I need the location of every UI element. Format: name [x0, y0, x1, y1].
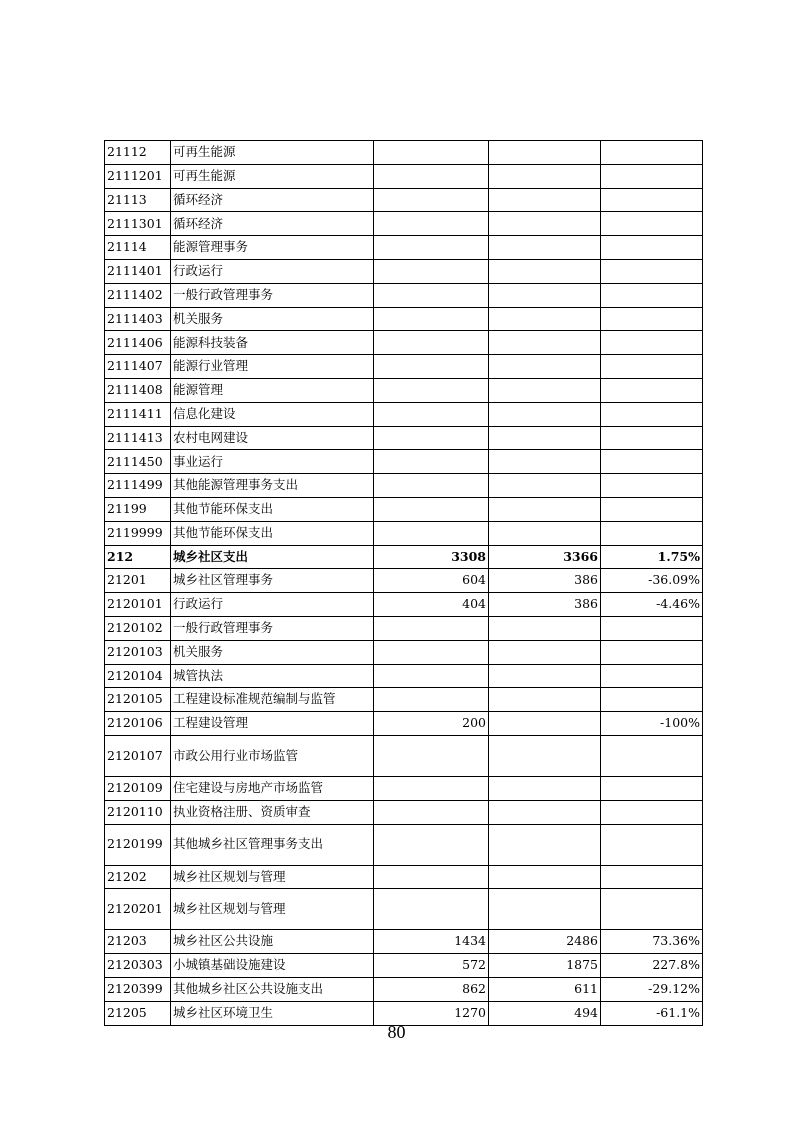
- name-cell: 行政运行: [171, 259, 374, 283]
- value-cell-1: [374, 824, 489, 865]
- change-cell: 73.36%: [601, 930, 703, 954]
- value-cell-2: 386: [489, 569, 601, 593]
- table-row: [105, 474, 703, 498]
- code-cell: 2111403: [105, 307, 171, 331]
- change-cell: [601, 141, 703, 165]
- value-cell-1: [374, 889, 489, 930]
- change-cell: [601, 616, 703, 640]
- page-number: 80: [387, 1022, 406, 1042]
- name-cell: 其他城乡社区管理事务支出: [171, 824, 374, 865]
- name-cell: 一般行政管理事务: [171, 616, 374, 640]
- value-cell-1: [374, 865, 489, 889]
- value-cell-1: [374, 735, 489, 776]
- value-cell-1: [374, 259, 489, 283]
- name-cell: 农村电网建设: [171, 426, 374, 450]
- name-cell: 城乡社区公共设施: [171, 930, 374, 954]
- table-row: [105, 865, 703, 889]
- value-cell-2: [489, 712, 601, 736]
- table-row: [105, 545, 703, 569]
- change-cell: [601, 378, 703, 402]
- value-cell-1: [374, 188, 489, 212]
- code-cell: 2120105: [105, 688, 171, 712]
- value-cell-1: [374, 355, 489, 379]
- change-cell: [601, 212, 703, 236]
- table-row: [105, 776, 703, 800]
- value-cell-2: [489, 402, 601, 426]
- code-cell: 2119999: [105, 521, 171, 545]
- table-row: [105, 569, 703, 593]
- code-cell: 21201: [105, 569, 171, 593]
- code-cell: 2120110: [105, 800, 171, 824]
- name-cell: 城乡社区管理事务: [171, 569, 374, 593]
- change-cell: [601, 776, 703, 800]
- change-cell: [601, 521, 703, 545]
- name-cell: 能源行业管理: [171, 355, 374, 379]
- code-cell: 2111401: [105, 259, 171, 283]
- value-cell-1: 404: [374, 593, 489, 617]
- value-cell-2: [489, 331, 601, 355]
- table-row: [105, 236, 703, 260]
- value-cell-2: [489, 688, 601, 712]
- value-cell-2: [489, 355, 601, 379]
- code-cell: 2111408: [105, 378, 171, 402]
- change-cell: [601, 426, 703, 450]
- code-cell: 21199: [105, 497, 171, 521]
- value-cell-1: [374, 474, 489, 498]
- change-cell: [601, 664, 703, 688]
- value-cell-1: 1270: [374, 1001, 489, 1025]
- value-cell-2: [489, 141, 601, 165]
- table-row: [105, 712, 703, 736]
- code-cell: 2120103: [105, 640, 171, 664]
- change-cell: -100%: [601, 712, 703, 736]
- change-cell: [601, 474, 703, 498]
- value-cell-2: [489, 474, 601, 498]
- code-cell: 21112: [105, 141, 171, 165]
- change-cell: [601, 307, 703, 331]
- value-cell-2: [489, 735, 601, 776]
- change-cell: 1.75%: [601, 545, 703, 569]
- code-cell: 21203: [105, 930, 171, 954]
- change-cell: -29.12%: [601, 977, 703, 1001]
- change-cell: [601, 188, 703, 212]
- value-cell-1: [374, 283, 489, 307]
- table-row: [105, 800, 703, 824]
- value-cell-2: [489, 259, 601, 283]
- code-cell: 2120106: [105, 712, 171, 736]
- change-cell: 227.8%: [601, 954, 703, 978]
- name-cell: 信息化建设: [171, 402, 374, 426]
- table-row: [105, 521, 703, 545]
- value-cell-2: [489, 664, 601, 688]
- change-cell: [601, 865, 703, 889]
- code-cell: 212: [105, 545, 171, 569]
- value-cell-1: [374, 141, 489, 165]
- value-cell-2: [489, 800, 601, 824]
- value-cell-2: 494: [489, 1001, 601, 1025]
- name-cell: 执业资格注册、资质审查: [171, 800, 374, 824]
- name-cell: 可再生能源: [171, 164, 374, 188]
- table-row: [105, 593, 703, 617]
- change-cell: [601, 735, 703, 776]
- value-cell-2: [489, 188, 601, 212]
- name-cell: 其他节能环保支出: [171, 497, 374, 521]
- value-cell-1: [374, 426, 489, 450]
- value-cell-1: 1434: [374, 930, 489, 954]
- name-cell: 能源科技装备: [171, 331, 374, 355]
- name-cell: 其他能源管理事务支出: [171, 474, 374, 498]
- name-cell: 城乡社区规划与管理: [171, 889, 374, 930]
- value-cell-1: [374, 307, 489, 331]
- code-cell: 2111450: [105, 450, 171, 474]
- name-cell: 循环经济: [171, 212, 374, 236]
- change-cell: [601, 355, 703, 379]
- value-cell-1: [374, 164, 489, 188]
- table-row: [105, 954, 703, 978]
- name-cell: 工程建设标准规范编制与监管: [171, 688, 374, 712]
- value-cell-1: 3308: [374, 545, 489, 569]
- value-cell-2: [489, 497, 601, 521]
- table-row: [105, 616, 703, 640]
- value-cell-1: [374, 640, 489, 664]
- value-cell-1: [374, 402, 489, 426]
- code-cell: 21202: [105, 865, 171, 889]
- name-cell: 城乡社区环境卫生: [171, 1001, 374, 1025]
- value-cell-1: [374, 450, 489, 474]
- value-cell-1: [374, 800, 489, 824]
- table-row: [105, 688, 703, 712]
- table-row: [105, 735, 703, 776]
- change-cell: [601, 497, 703, 521]
- value-cell-2: [489, 307, 601, 331]
- name-cell: 其他城乡社区公共设施支出: [171, 977, 374, 1001]
- value-cell-2: [489, 212, 601, 236]
- name-cell: 市政公用行业市场监管: [171, 735, 374, 776]
- table-row: [105, 497, 703, 521]
- code-cell: 2120201: [105, 889, 171, 930]
- change-cell: -4.46%: [601, 593, 703, 617]
- value-cell-2: [489, 616, 601, 640]
- code-cell: 2111411: [105, 402, 171, 426]
- value-cell-2: [489, 521, 601, 545]
- change-cell: -61.1%: [601, 1001, 703, 1025]
- table-row: [105, 164, 703, 188]
- code-cell: 2120107: [105, 735, 171, 776]
- name-cell: 城乡社区规划与管理: [171, 865, 374, 889]
- value-cell-1: [374, 236, 489, 260]
- name-cell: 城乡社区支出: [171, 545, 374, 569]
- name-cell: 其他节能环保支出: [171, 521, 374, 545]
- table-row: [105, 640, 703, 664]
- table-row: [105, 824, 703, 865]
- value-cell-2: 2486: [489, 930, 601, 954]
- code-cell: 21114: [105, 236, 171, 260]
- table-row: [105, 259, 703, 283]
- value-cell-2: 386: [489, 593, 601, 617]
- value-cell-1: 200: [374, 712, 489, 736]
- code-cell: 2120101: [105, 593, 171, 617]
- table-row: [105, 212, 703, 236]
- change-cell: [601, 164, 703, 188]
- value-cell-2: [489, 164, 601, 188]
- name-cell: 行政运行: [171, 593, 374, 617]
- value-cell-1: [374, 688, 489, 712]
- value-cell-2: 611: [489, 977, 601, 1001]
- name-cell: 工程建设管理: [171, 712, 374, 736]
- name-cell: 事业运行: [171, 450, 374, 474]
- value-cell-2: 3366: [489, 545, 601, 569]
- code-cell: 21205: [105, 1001, 171, 1025]
- value-cell-1: [374, 521, 489, 545]
- change-cell: [601, 331, 703, 355]
- value-cell-1: [374, 776, 489, 800]
- code-cell: 2111499: [105, 474, 171, 498]
- name-cell: 一般行政管理事务: [171, 283, 374, 307]
- code-cell: 2111201: [105, 164, 171, 188]
- value-cell-1: [374, 212, 489, 236]
- value-cell-2: [489, 865, 601, 889]
- code-cell: 2111406: [105, 331, 171, 355]
- value-cell-2: [489, 378, 601, 402]
- change-cell: [601, 889, 703, 930]
- value-cell-1: [374, 497, 489, 521]
- code-cell: 2120102: [105, 616, 171, 640]
- value-cell-1: 572: [374, 954, 489, 978]
- value-cell-2: [489, 640, 601, 664]
- change-cell: [601, 824, 703, 865]
- value-cell-2: [489, 426, 601, 450]
- name-cell: 可再生能源: [171, 141, 374, 165]
- name-cell: 城管执法: [171, 664, 374, 688]
- name-cell: 循环经济: [171, 188, 374, 212]
- change-cell: [601, 259, 703, 283]
- value-cell-1: 862: [374, 977, 489, 1001]
- code-cell: 2111407: [105, 355, 171, 379]
- value-cell-1: [374, 664, 489, 688]
- code-cell: 2120303: [105, 954, 171, 978]
- value-cell-1: [374, 378, 489, 402]
- table-row: [105, 307, 703, 331]
- change-cell: [601, 640, 703, 664]
- table-row: [105, 426, 703, 450]
- table-row: [105, 889, 703, 930]
- code-cell: 21113: [105, 188, 171, 212]
- table-row: [105, 450, 703, 474]
- change-cell: [601, 283, 703, 307]
- name-cell: 机关服务: [171, 640, 374, 664]
- name-cell: 能源管理事务: [171, 236, 374, 260]
- budget-table: [104, 140, 703, 1026]
- value-cell-2: [489, 776, 601, 800]
- value-cell-2: [489, 283, 601, 307]
- value-cell-2: [489, 450, 601, 474]
- value-cell-1: [374, 616, 489, 640]
- value-cell-2: [489, 236, 601, 260]
- value-cell-2: [489, 889, 601, 930]
- change-cell: [601, 236, 703, 260]
- table-row: [105, 977, 703, 1001]
- code-cell: 2111301: [105, 212, 171, 236]
- code-cell: 2120199: [105, 824, 171, 865]
- code-cell: 2111413: [105, 426, 171, 450]
- change-cell: [601, 402, 703, 426]
- table-body: [105, 141, 703, 1026]
- table-row: [105, 331, 703, 355]
- code-cell: 2120399: [105, 977, 171, 1001]
- change-cell: [601, 800, 703, 824]
- value-cell-1: [374, 331, 489, 355]
- table-row: [105, 664, 703, 688]
- table-row: [105, 402, 703, 426]
- table-row: [105, 141, 703, 165]
- value-cell-1: 604: [374, 569, 489, 593]
- code-cell: 2120104: [105, 664, 171, 688]
- name-cell: 小城镇基础设施建设: [171, 954, 374, 978]
- value-cell-2: 1875: [489, 954, 601, 978]
- change-cell: -36.09%: [601, 569, 703, 593]
- table-row: [105, 930, 703, 954]
- name-cell: 机关服务: [171, 307, 374, 331]
- name-cell: 住宅建设与房地产市场监管: [171, 776, 374, 800]
- change-cell: [601, 450, 703, 474]
- value-cell-2: [489, 824, 601, 865]
- name-cell: 能源管理: [171, 378, 374, 402]
- code-cell: 2111402: [105, 283, 171, 307]
- table-row: [105, 188, 703, 212]
- code-cell: 2120109: [105, 776, 171, 800]
- change-cell: [601, 688, 703, 712]
- table-row: [105, 283, 703, 307]
- table-row: [105, 355, 703, 379]
- table-row: [105, 378, 703, 402]
